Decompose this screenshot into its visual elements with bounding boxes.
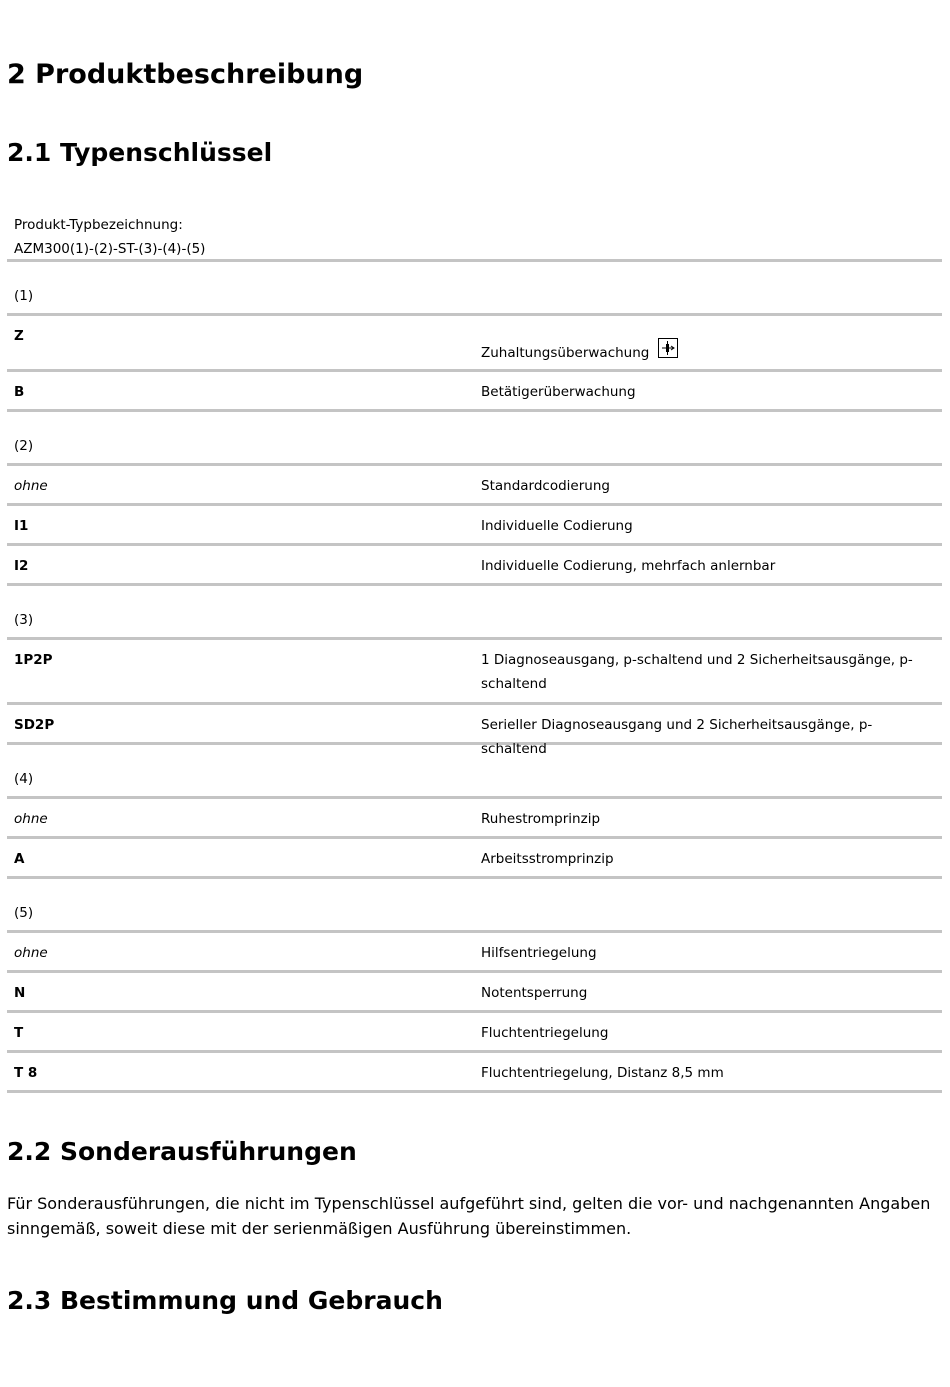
table-row: [7, 1053, 942, 1093]
option-code: I1: [14, 518, 29, 534]
option-description: Individuelle Codierung, mehrfach anlernbar: [481, 558, 776, 574]
option-code: ohne: [14, 478, 48, 494]
option-description: Arbeitsstromprinzip: [481, 851, 614, 867]
option-description: Serieller Diagnoseausgang und 2 Sicherheitsausgänge, p-schaltend: [481, 717, 873, 757]
type-designation-label: Produkt-Typbezeichnung:: [14, 217, 183, 233]
group-row: [7, 412, 942, 466]
section-heading-typenschluessel: 2.1 Typenschlüssel: [7, 138, 273, 167]
table-row: [7, 973, 942, 1013]
group-row: [7, 262, 942, 316]
option-description: Betätigerüberwachung: [481, 384, 636, 400]
table-row: [7, 839, 942, 879]
option-description: Zuhaltungsüberwachung: [481, 344, 650, 361]
option-description: 1 Diagnoseausgang, p-schaltend und 2 Sicherheitsausgänge, p-schaltend: [481, 652, 913, 692]
option-description: Notentsperrung: [481, 985, 588, 1001]
type-key-intro: [7, 205, 942, 262]
option-code: ohne: [14, 811, 48, 827]
table-row: [7, 640, 942, 705]
option-code: Z: [14, 328, 24, 344]
group-row: [7, 879, 942, 933]
section-heading-produktbeschreibung: 2 Produktbeschreibung: [7, 59, 364, 90]
option-description: Individuelle Codierung: [481, 518, 633, 534]
group-label: (2): [14, 438, 34, 454]
type-key-table: [7, 205, 942, 1093]
option-code: 1P2P: [14, 652, 53, 668]
group-row: [7, 745, 942, 799]
option-code: ohne: [14, 945, 48, 961]
table-row: [7, 1013, 942, 1053]
table-row: [7, 466, 942, 506]
option-code: SD2P: [14, 717, 55, 733]
table-row: [7, 799, 942, 839]
option-code: T: [14, 1025, 24, 1041]
table-row: [7, 372, 942, 412]
option-description: Fluchtentriegelung: [481, 1025, 609, 1041]
lock-monitoring-icon: [658, 338, 678, 358]
section-heading-sonderausfuehrungen: 2.2 Sonderausführungen: [7, 1137, 357, 1166]
table-row: [7, 933, 942, 973]
section-heading-bestimmung: 2.3 Bestimmung und Gebrauch: [7, 1286, 443, 1315]
table-row: [7, 316, 942, 372]
group-label: (1): [14, 288, 34, 304]
option-description: Hilfsentriegelung: [481, 945, 597, 961]
option-description: Ruhestromprinzip: [481, 811, 601, 827]
option-description: Fluchtentriegelung, Distanz 8,5 mm: [481, 1065, 724, 1081]
group-label: (3): [14, 612, 34, 628]
option-code: N: [14, 985, 26, 1001]
option-code: B: [14, 384, 25, 400]
table-row: [7, 506, 942, 546]
sonder-paragraph: Für Sonderausführungen, die nicht im Typenschlüssel aufgeführt sind, gelten die vor- und nachgenannten Angaben sinngemäß, soweit diese mit der serienmäßigen Ausführung übereinstimmen.: [7, 1194, 931, 1238]
option-code: A: [14, 851, 25, 867]
group-label: (4): [14, 771, 34, 787]
group-row: [7, 586, 942, 640]
option-code: I2: [14, 558, 29, 574]
table-row: [7, 705, 942, 757]
option-description: Standardcodierung: [481, 478, 610, 494]
table-row: [7, 546, 942, 586]
option-code: T 8: [14, 1065, 38, 1081]
group-label: (5): [14, 905, 34, 921]
type-designation-code: AZM300(1)-(2)-ST-(3)-(4)-(5): [14, 241, 206, 257]
